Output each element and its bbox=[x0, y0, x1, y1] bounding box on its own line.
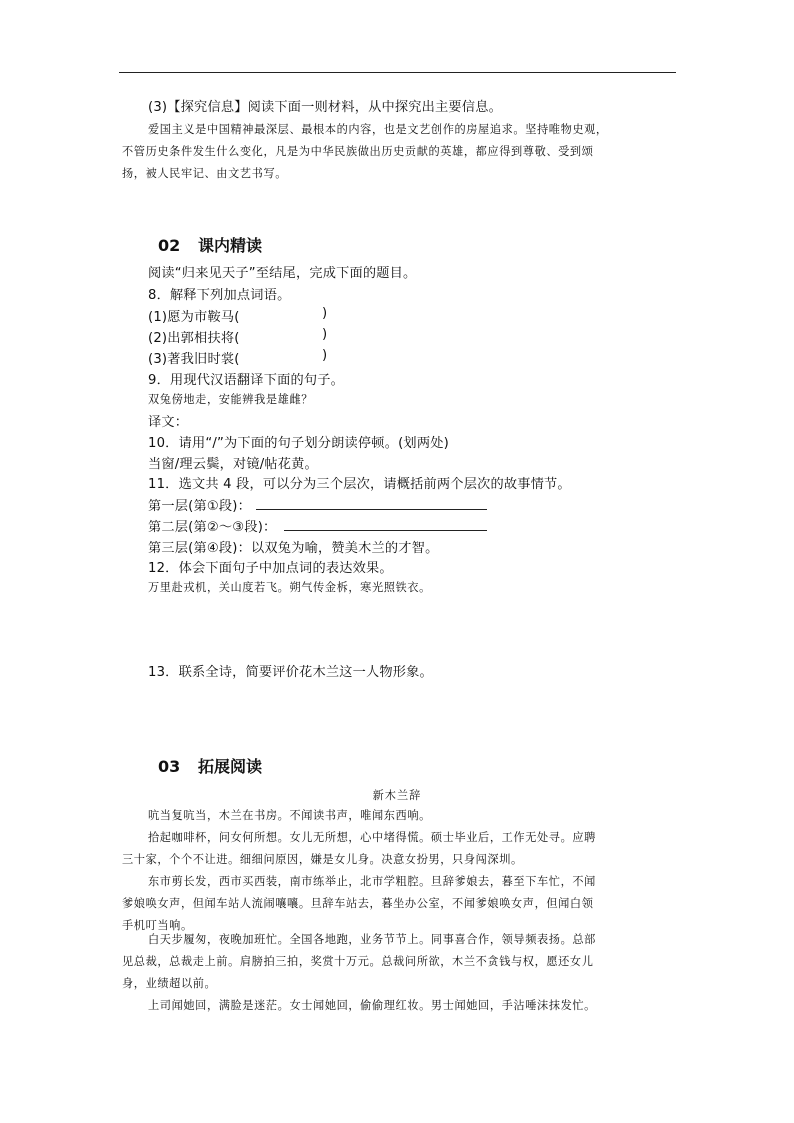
article-line: 白天步履匆，夜晚加班忙。全国各地跑，业务节节上。同事喜合作，领导频表扬。总部 bbox=[148, 933, 596, 946]
section-heading-2 bbox=[158, 233, 262, 256]
section-number: 02 bbox=[158, 236, 181, 255]
question-13: 13．联系全诗，简要评价花木兰这一人物形象。 bbox=[148, 665, 433, 680]
q8-item bbox=[148, 348, 328, 367]
article-title: 新木兰辞 bbox=[372, 789, 422, 802]
q11-layer-3: 第三层(第④段)：以双兔为喻，赞美木兰的才智。 bbox=[148, 541, 439, 556]
reading-intro: 阅读“归来见天子”至结尾，完成下面的题目。 bbox=[148, 266, 417, 281]
q8-close-paren: ) bbox=[322, 348, 328, 363]
article-line: 东市剪长发，西市买西装，南市练举止，北市学粗腔。旦辞爹娘去，暮至下车忙，不闻 bbox=[148, 875, 596, 888]
article-line: 爹娘唤女声，但闻车站人流闹嚷嚷。旦辞车站去，暮坐办公室，不闻爹娘唤女声，但闻白领 bbox=[122, 897, 594, 910]
layer-label: 第一层(第①段)： bbox=[148, 499, 252, 514]
article-line: 吭当复吭当，木兰在书房。不闻读书声，唯闻东西响。 bbox=[148, 809, 431, 822]
question-8: 8．解释下列加点词语。 bbox=[148, 288, 291, 303]
answer-blank[interactable] bbox=[284, 516, 487, 531]
section-number: 03 bbox=[158, 757, 181, 776]
q8-item-text: (3)著我旧时裳( bbox=[148, 352, 240, 367]
material-line: 爱国主义是中国精神最深层、最根本的内容，也是文艺创作的房屋追求。坚持唯物史观， bbox=[148, 123, 608, 136]
q12-sentence: 万里赴戎机，关山度若飞。朔气传金柝，寒光照铁衣。 bbox=[148, 581, 431, 594]
question-explore: (3)【探究信息】阅读下面一则材料，从中探究出主要信息。 bbox=[148, 100, 502, 115]
q9-answer-label: 译文： bbox=[148, 415, 189, 430]
q8-item-text: (2)出郭相扶将( bbox=[148, 331, 240, 346]
question-11: 11．选文共 4 段，可以分为三个层次，请概括前两个层次的故事情节。 bbox=[148, 477, 571, 492]
question-12: 12．体会下面句子中加点词的表达效果。 bbox=[148, 561, 393, 576]
header-rule bbox=[119, 72, 676, 73]
article-line: 上司闻她回，满脸是迷茫。女士闻她回，偷偷理红妆。男士闻她回，手沾唾沫抹发忙。 bbox=[148, 999, 596, 1012]
q8-close-paren: ) bbox=[322, 306, 328, 321]
question-10: 10．请用“/”为下面的句子划分朗读停顿。(划两处) bbox=[148, 436, 449, 451]
material-line: 不管历史条件发生什么变化，凡是为中华民族做出历史贡献的英雄，都应得到尊敬、受到颂 bbox=[122, 145, 594, 158]
article-line: 见总裁，总裁走上前。肩膀拍三拍，奖赏十万元。总裁问所欲，木兰不贪钱与权，愿还女儿 bbox=[122, 955, 594, 968]
section-title: 课内精读 bbox=[198, 236, 263, 255]
section-heading-3 bbox=[158, 754, 262, 777]
q8-item bbox=[148, 306, 328, 325]
section-title: 拓展阅读 bbox=[198, 757, 263, 776]
q10-sentence: 当窗/理云鬓，对镜/帖花黄。 bbox=[148, 457, 318, 472]
q11-layer-1 bbox=[148, 495, 251, 514]
q8-close-paren: ) bbox=[322, 327, 328, 342]
article-line: 三十家，个个不让进。细细问原因，嫌是女儿身。决意女扮男，只身闯深圳。 bbox=[122, 853, 523, 866]
q9-sentence: 双兔傍地走，安能辨我是雄雌？ bbox=[148, 393, 314, 406]
article-line: 拾起咖啡杯，问女何所想。女儿无所想，心中堵得慌。硕士毕业后，工作无处寻。应聘 bbox=[148, 831, 596, 844]
answer-blank[interactable] bbox=[256, 495, 487, 510]
article-line: 手机叮当响。 bbox=[122, 919, 193, 932]
q8-item bbox=[148, 327, 328, 346]
question-9: 9．用现代汉语翻译下面的句子。 bbox=[148, 373, 345, 388]
q8-item-text: (1)愿为市鞍马( bbox=[148, 310, 240, 325]
article-line: 身，业绩超以前。 bbox=[122, 977, 217, 990]
layer-label: 第二层(第②～③段)： bbox=[148, 520, 277, 535]
q11-layer-2 bbox=[148, 516, 276, 535]
material-line: 扬，被人民牢记、由文艺书写。 bbox=[122, 167, 288, 180]
